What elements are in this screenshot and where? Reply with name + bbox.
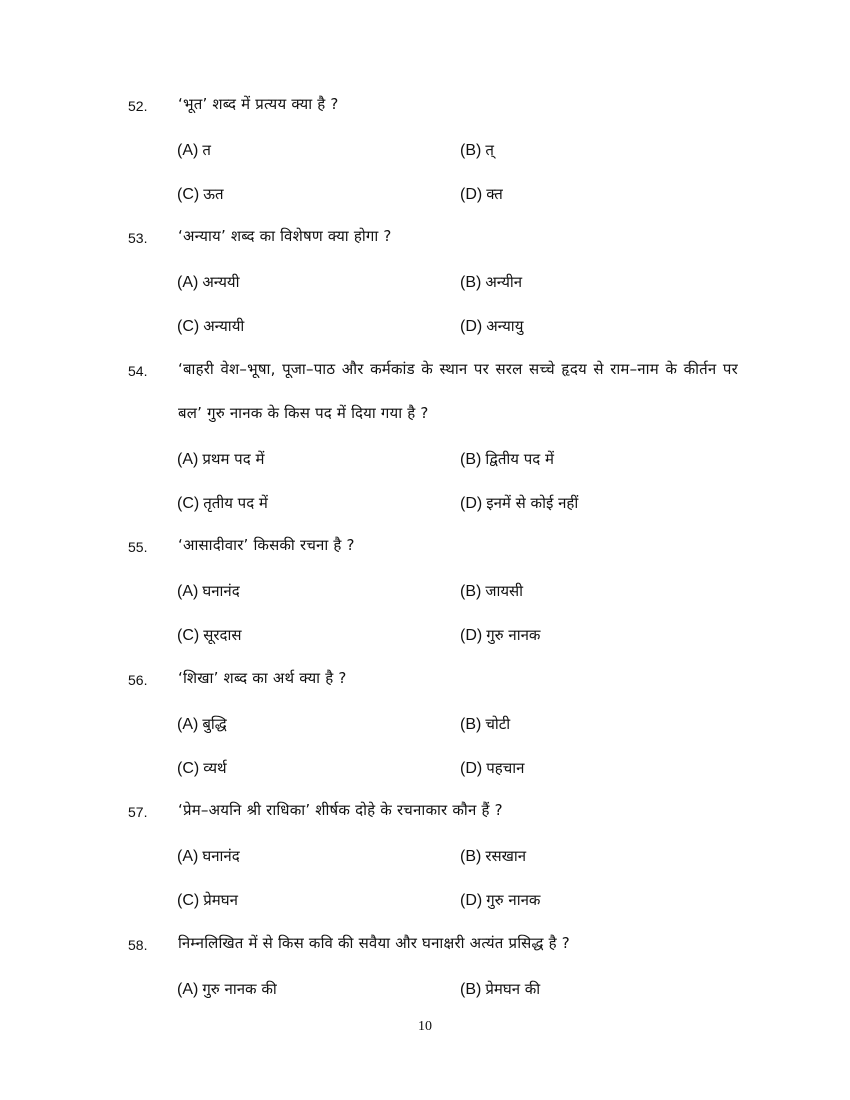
option-c: (C) ऊत	[177, 185, 224, 203]
question-text: निम्नलिखित में से किस कवि की सवैया और घनाक्षरी अत्यंत प्रसिद्ध है ?	[178, 934, 570, 952]
option-a: (A) त	[177, 141, 211, 159]
question-text: ‘शिखा’ शब्द का अर्थ क्या है ?	[178, 669, 347, 687]
option-a: (A) घनानंद	[177, 582, 240, 600]
option-b: (B) द्वितीय पद में	[460, 450, 554, 468]
question-number: 57.	[128, 804, 148, 820]
option-c: (C) तृतीय पद में	[177, 494, 268, 512]
option-a: (A) गुरु नानक की	[177, 980, 277, 998]
question-number: 58.	[128, 937, 148, 953]
page-number: 10	[418, 1019, 432, 1034]
question-number: 52.	[128, 98, 148, 114]
option-d: (D) गुरु नानक	[460, 626, 541, 644]
option-c: (C) सूरदास	[177, 626, 242, 644]
question-number: 53.	[128, 230, 148, 246]
option-a: (A) बुद्धि	[177, 715, 227, 733]
question-number: 56.	[128, 672, 148, 688]
question-number: 55.	[128, 539, 148, 555]
option-c: (C) प्रेमघन	[177, 891, 238, 909]
option-a: (A) घनानंद	[177, 847, 240, 865]
option-b: (B) चोटी	[460, 715, 511, 733]
option-b: (B) अन्यीन	[460, 273, 523, 291]
option-d: (D) अन्यायु	[460, 317, 524, 335]
option-c: (C) अन्यायी	[177, 317, 245, 335]
option-c: (C) व्यर्थ	[177, 759, 227, 777]
option-a: (A) प्रथम पद में	[177, 450, 265, 468]
option-b: (B) जायसी	[460, 582, 524, 600]
option-a: (A) अन्ययी	[177, 273, 240, 291]
option-d: (D) इनमें से कोई नहीं	[460, 494, 579, 512]
question-text: ‘भूत’ शब्द में प्रत्यय क्या है ?	[178, 95, 339, 113]
question-text: ‘अन्याय’ शब्द का विशेषण क्या होगा ?	[178, 227, 392, 245]
question-number: 54.	[128, 363, 148, 379]
option-d: (D) पहचान	[460, 759, 525, 777]
option-b: (B) रसखान	[460, 847, 527, 865]
option-d: (D) क्त	[460, 185, 503, 203]
option-b: (B) त्	[460, 141, 494, 159]
option-d: (D) गुरु नानक	[460, 891, 541, 909]
question-text: ‘प्रेम–अयनि श्री राधिका’ शीर्षक दोहे के रचनाकार कौन हैं ?	[178, 801, 503, 819]
option-b: (B) प्रेमघन की	[460, 980, 541, 998]
question-text: ‘बाहरी वेश–भूषा, पूजा–पाठ और कर्मकांड के स्थान पर सरल सच्चे हृदय से राम–नाम के कीर्तन पर बल’ गुरु नानक के किस पद में दिया गया है ?	[178, 360, 738, 422]
question-text: ‘आसादीवार’ किसकी रचना है ?	[178, 536, 355, 554]
